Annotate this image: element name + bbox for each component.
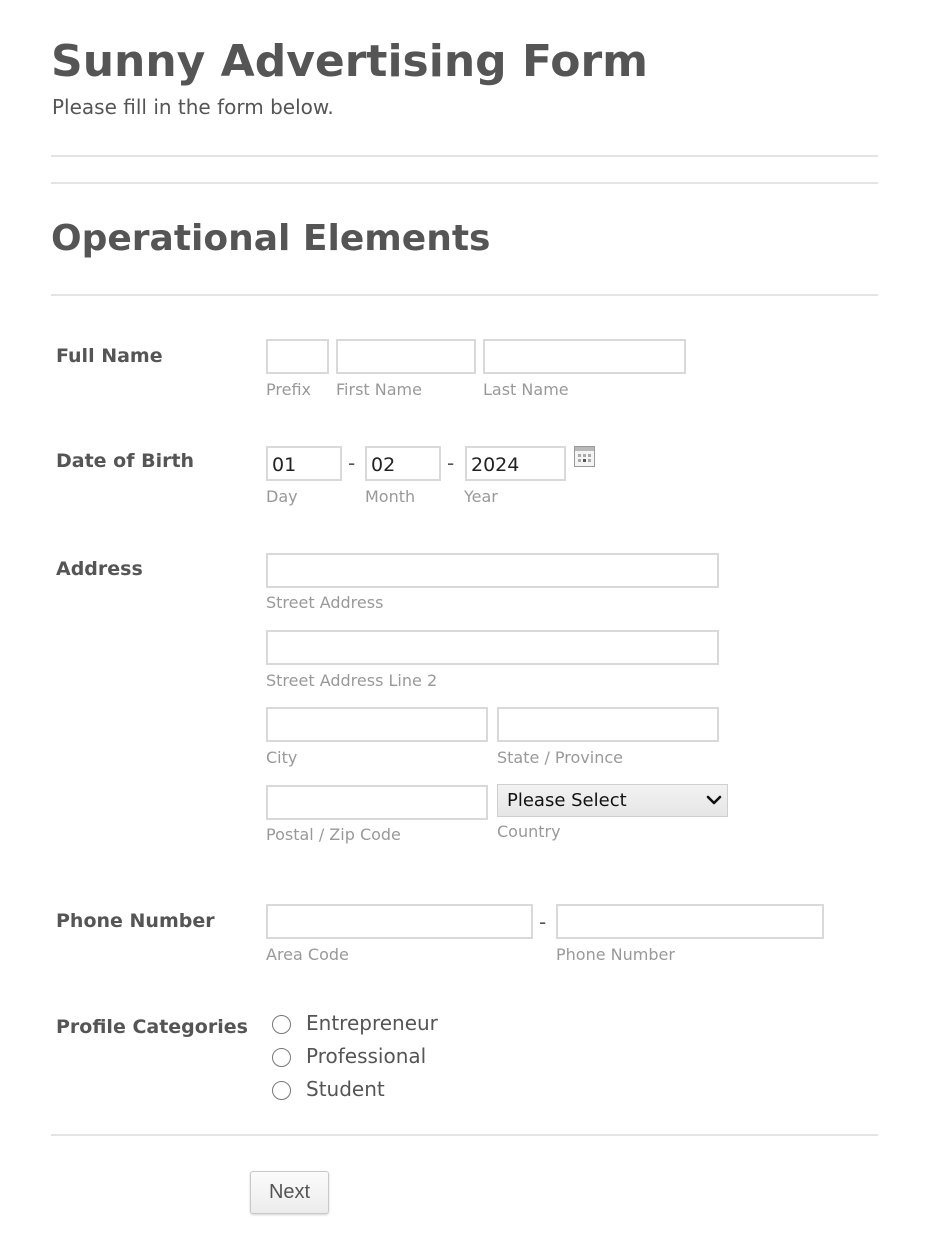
state-province-sublabel: State / Province [497,748,623,767]
divider [51,1134,878,1136]
next-button[interactable]: Next [250,1171,329,1214]
chevron-down-icon [706,791,722,809]
divider [51,294,878,296]
profile-categories-label: Profile Categories [56,1016,248,1038]
first-name-sublabel: First Name [336,380,422,399]
city-input[interactable] [266,707,488,742]
form-subtitle: Please fill in the form below. [52,95,334,119]
dob-year-sublabel: Year [464,487,498,506]
full-name-label: Full Name [56,345,163,367]
dob-day-input[interactable] [266,446,342,481]
section-title: Operational Elements [51,218,491,259]
dob-month-input[interactable] [365,446,441,481]
street-address-sublabel: Street Address [266,593,384,612]
divider [51,155,878,157]
dob-separator: - [447,451,455,475]
prefix-input[interactable] [266,339,329,374]
divider [51,182,878,184]
dob-label: Date of Birth [56,450,195,472]
phone-number-input[interactable] [556,904,824,939]
dob-month-sublabel: Month [365,487,416,506]
first-name-input[interactable] [336,339,476,374]
area-code-sublabel: Area Code [266,945,349,964]
radio-label: Entrepreneur [306,1011,438,1035]
radio-button[interactable] [272,1081,291,1100]
form-title: Sunny Advertising Form [51,36,649,87]
radio-label: Student [306,1077,385,1101]
radio-button[interactable] [272,1015,291,1034]
phone-label: Phone Number [56,910,215,932]
city-sublabel: City [266,748,298,767]
phone-number-sublabel: Phone Number [556,945,675,964]
calendar-icon[interactable] [574,446,595,467]
country-select-value: Please Select [507,790,627,811]
dob-year-input[interactable] [465,446,566,481]
prefix-sublabel: Prefix [266,380,311,399]
phone-separator: - [539,910,547,934]
postal-code-input[interactable] [266,785,488,820]
area-code-input[interactable] [266,904,533,939]
radio-label: Professional [306,1044,427,1068]
country-select[interactable] [497,784,728,817]
street-address-line2-input[interactable] [266,630,719,665]
postal-code-sublabel: Postal / Zip Code [266,825,401,844]
dob-separator: - [348,451,356,475]
country-sublabel: Country [497,822,561,841]
state-province-input[interactable] [497,707,719,742]
dob-day-sublabel: Day [266,487,298,506]
last-name-sublabel: Last Name [483,380,569,399]
radio-button[interactable] [272,1048,291,1067]
street-address-line2-sublabel: Street Address Line 2 [266,671,438,690]
street-address-input[interactable] [266,553,719,588]
address-label: Address [56,558,143,580]
last-name-input[interactable] [483,339,686,374]
